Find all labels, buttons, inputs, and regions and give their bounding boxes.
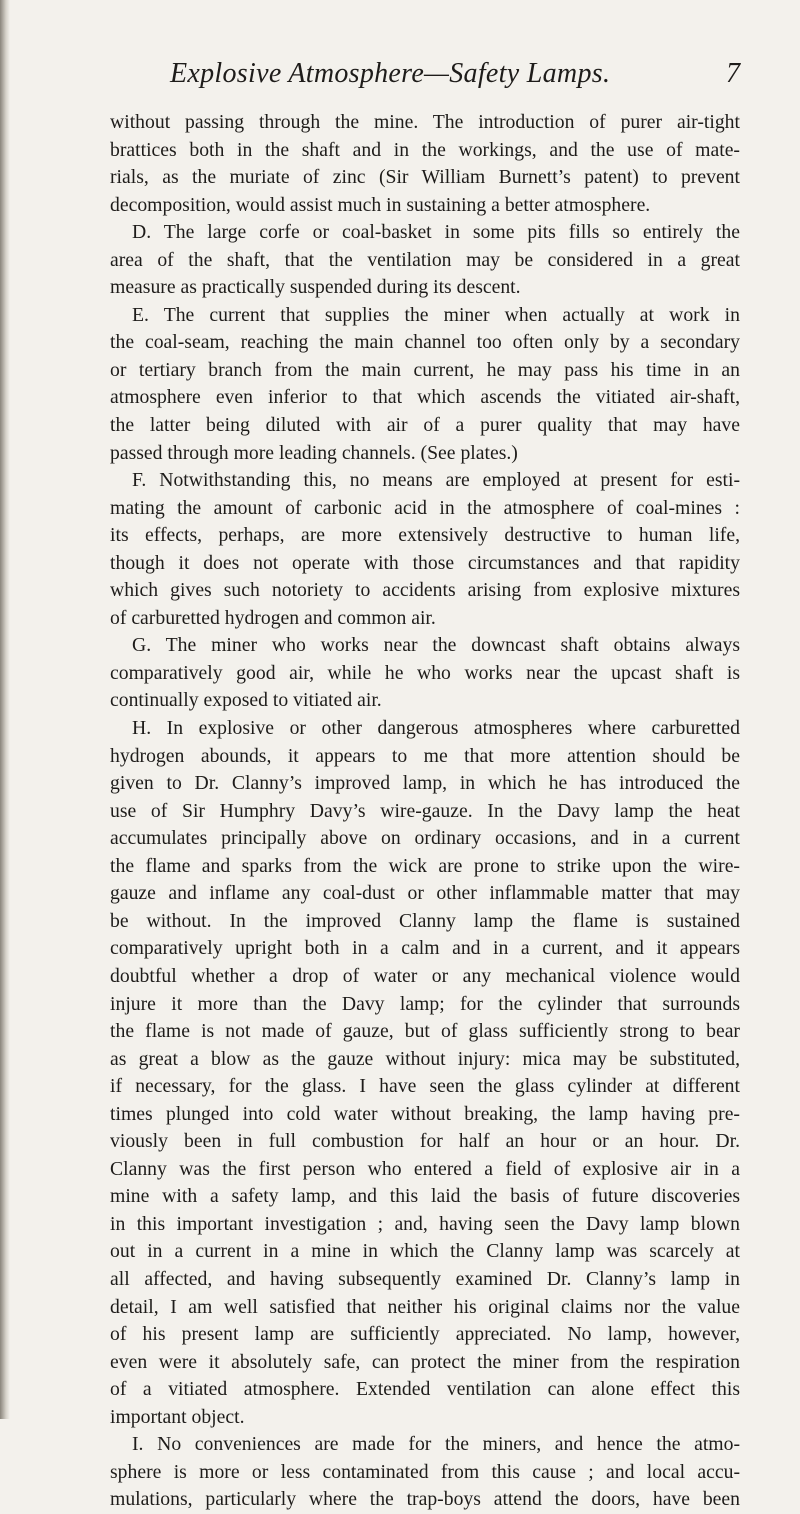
text-line: atmosphere even inferior to that which ascends the vitiated air-shaft,: [110, 386, 740, 409]
text-line: decomposition, would assist much in sustaining a better atmosphere.: [110, 193, 651, 216]
text-line: without passing through the mine. The introduction of purer air-tight: [110, 111, 740, 133]
text-line: I. No conveniences are made for the miners, and hence the atmo-: [132, 1433, 740, 1456]
text-line: G. The miner who works near the downcast shaft obtains always: [132, 634, 740, 657]
page-header: [170, 58, 740, 98]
text-line: injure it more than the Davy lamp; for the cylinder that surrounds: [110, 992, 740, 1015]
text-line: use of Sir Humphry Davy’s wire-gauze. In the Davy lamp the heat: [110, 799, 740, 822]
text-line: rials, as the muriate of zinc (Sir William Burnett’s patent) to prevent: [110, 166, 740, 189]
text-line: times plunged into cold water without breaking, the lamp having pre-: [110, 1102, 740, 1125]
text-line: in this important investigation ; and, having seen the Davy lamp blown: [110, 1212, 740, 1235]
text-line: Clanny was the first person who entered a field of explosive air in a: [110, 1157, 740, 1180]
text-line: be without. In the improved Clanny lamp the flame is sustained: [110, 909, 740, 932]
text-line: comparatively upright both in a calm and in a current, and it appears: [110, 937, 740, 960]
text-line: of his present lamp are sufficiently appreciated. No lamp, however,: [110, 1323, 740, 1346]
text-line: detail, I am well satisfied that neither his original claims nor the value: [110, 1295, 740, 1318]
text-line: doubtful whether a drop of water or any mechanical violence would: [110, 964, 740, 987]
text-line: measure as practically suspended during its descent.: [110, 276, 521, 299]
text-line: as great a blow as the gauze without injury: mica may be substituted,: [110, 1047, 740, 1070]
text-line: gauze and inflame any coal-dust or other inflammable matter that may: [110, 882, 740, 905]
text-line: viously been in full combustion for half an hour or an hour. Dr.: [110, 1130, 740, 1153]
text-line: the flame is not made of gauze, but of glass sufficiently strong to bear: [110, 1020, 740, 1043]
text-line: E. The current that supplies the miner when actually at work in: [132, 303, 740, 326]
text-line: the latter being diluted with air of a purer quality that may have: [110, 414, 740, 437]
text-line: which gives such notoriety to accidents arising from explosive mixtures: [110, 579, 740, 602]
text-line: hydrogen abounds, it appears to me that more attention should be: [110, 744, 740, 767]
text-line: given to Dr. Clanny’s improved lamp, in which he has introduced the: [110, 772, 740, 795]
text-line: of carburetted hydrogen and common air.: [110, 606, 436, 629]
text-line: if necessary, for the glass. I have seen the glass cylinder at different: [110, 1075, 740, 1098]
page-binding-edge: [0, 0, 10, 1419]
text-line: the coal-seam, reaching the main channel too often only by a secondary: [110, 331, 740, 354]
text-line: even were it absolutely safe, can protect the miner from the respiration: [110, 1350, 740, 1373]
text-line: mulations, particularly where the trap-boys attend the doors, have been: [110, 1488, 740, 1511]
text-line: H. In explosive or other dangerous atmospheres where carburetted: [132, 717, 740, 740]
text-line: though it does not operate with those circumstances and that rapidity: [110, 551, 740, 574]
text-line: of a vitiated atmosphere. Extended ventilation can alone effect this: [110, 1378, 740, 1401]
text-line: brattices both in the shaft and in the workings, and the use of mate-: [110, 138, 740, 161]
text-line: sphere is more or less contaminated from this cause ; and local accu-: [110, 1460, 740, 1483]
running-head: Explosive Atmosphere—Safety Lamps.: [170, 58, 611, 89]
text-line: accumulates principally above on ordinary occasions, and in a current: [110, 827, 740, 850]
text-line: mating the amount of carbonic acid in the atmosphere of coal-mines :: [110, 496, 740, 519]
text-line: continually exposed to vitiated air.: [110, 689, 382, 712]
text-line: out in a current in a mine in which the Clanny lamp was scarcely at: [110, 1240, 740, 1263]
text-line: F. Notwithstanding this, no means are employed at present for esti-: [132, 469, 740, 492]
text-line: important object.: [110, 1405, 245, 1428]
text-line: all affected, and having subsequently examined Dr. Clanny’s lamp in: [110, 1267, 740, 1290]
text-line: area of the shaft, that the ventilation may be considered in a great: [110, 248, 740, 271]
page-number: 7: [726, 58, 740, 89]
text-line: comparatively good air, while he who works near the upcast shaft is: [110, 661, 740, 684]
text-line: D. The large corfe or coal-basket in some pits fills so entirely the: [132, 221, 740, 244]
text-line: the flame and sparks from the wick are prone to strike upon the wire-: [110, 854, 740, 877]
body-text: [110, 109, 740, 1514]
text-line: mine with a safety lamp, and this laid the basis of future discoveries: [110, 1185, 740, 1208]
text-line: its effects, perhaps, are more extensively destructive to human life,: [110, 524, 740, 547]
text-line: or tertiary branch from the main current, he may pass his time in an: [110, 358, 740, 381]
text-line: passed through more leading channels. (See plates.): [110, 441, 518, 464]
